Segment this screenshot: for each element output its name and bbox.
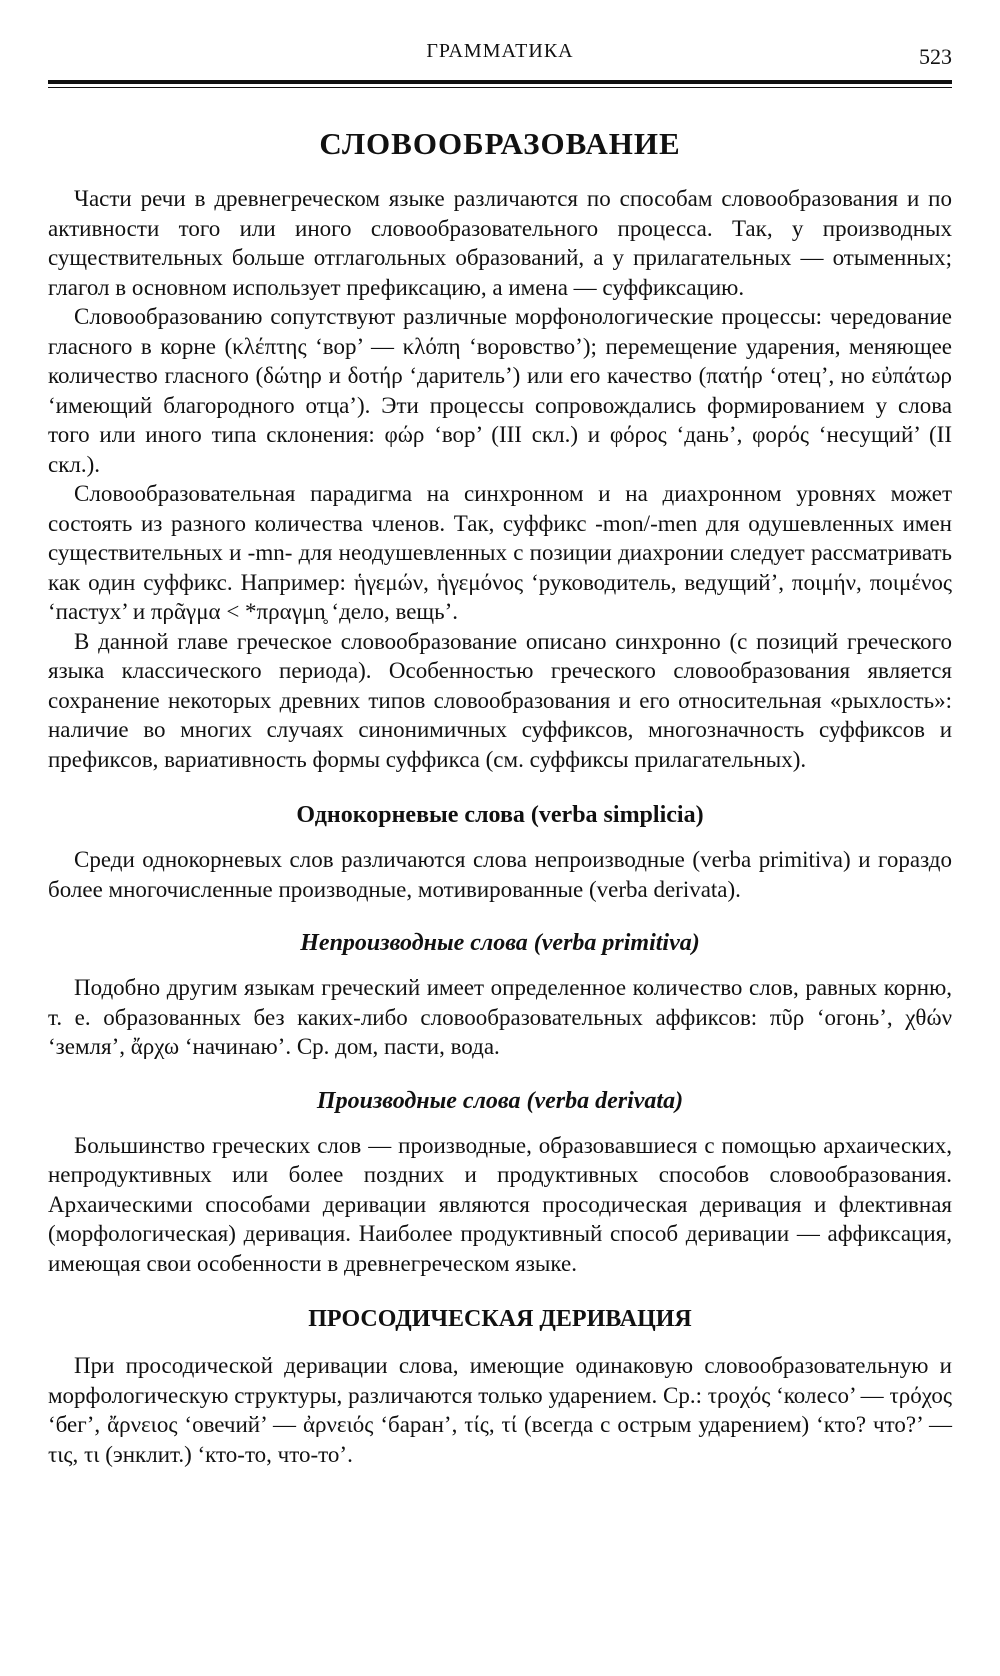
header-rule-thick bbox=[48, 80, 952, 84]
derivata-paragraph: Большинство греческих слов — производные, образовавшиеся с помощью архаических, непродуктивных или более поздних и продуктивных способов словообразования. Архаическими способами деривации являются просодическая деривация и флективная (морфологическая) деривация. Наиболее продуктивный способ деривации — аффиксация, имеющая свои особенности в древнегреческом языке. bbox=[48, 1132, 952, 1276]
section-title-simplicia: Однокорневые слова (verba simplicia) bbox=[296, 802, 704, 828]
subsection-title-primitiva: Непроизводные слова (verba primitiva) bbox=[300, 930, 700, 956]
book-page bbox=[48, 38, 952, 1469]
prosodic-paragraph: При просодической деривации слова, имеющие одинаковую словообразовательную и морфологическую структуры, различаются только ударением. Ср.: τροχός ‘колесо’ — τρόχος ‘бег’, ἄρνειος ‘овечий’ — ἀρνειός ‘баран’, τίς, τί (всегда с острым ударением) ‘кто? что?’ — τις, τι (энклит.) ‘кто-то, что-то’. bbox=[48, 1353, 952, 1467]
page-number: 523 bbox=[919, 44, 952, 69]
intro-paragraph-3: Словообразовательная парадигма на синхронном и на диахронном уровнях может состоять из разного количества членов. Так, суффикс -mon/-men для одушевленных имен существительных и -mn- для неодушевленных с позиции диахронии следует рассматривать как один суффикс. Например: ἡγεμών, ἡγεμόνος ‘руководитель, ведущий’, ποιμήν, ποιμένος ‘пастух’ и πρᾶγμα < *πραγμn̥ ‘дело, вещь’. bbox=[48, 481, 952, 624]
running-title: ГРАММАТИКА bbox=[426, 40, 574, 62]
running-head bbox=[48, 38, 952, 72]
subsection-title-derivata: Производные слова (verba derivata) bbox=[316, 1087, 684, 1114]
intro-paragraph-2: Словообразованию сопутствуют различные морфонологические процессы: чередование гласного в корне (κλέπτης ‘вор’ — κλόπη ‘воровство’); перемещение ударения, меняющее количество гласного (δώτηρ и δοτήρ ‘даритель’) или его качество (πατήρ ‘отец’, но εὐπάτωρ ‘имеющий благородного отца’). Эти процессы сопровождались формированием у слова того или иного типа склонения: φώρ ‘вор’ (III скл.) и φόρος ‘дань’, φορός ‘несущий’ (II скл.). bbox=[48, 304, 952, 477]
primitiva-paragraph: Подобно другим языкам греческий имеет определенное количество слов, равных корню, т. е. образованных без каких-либо словообразовательных аффиксов: πῦρ ‘огонь’, χθών ‘земля’, ἄρχω ‘начинаю’. Ср. дом, пасти, вода. bbox=[48, 975, 952, 1059]
header-rule-thin bbox=[48, 87, 952, 88]
simplicia-paragraph: Среди однокорневых слов различаются слова непроизводные (verba primitiva) и гораздо более многочисленные производные, мотивированные (verba derivata). bbox=[48, 847, 952, 902]
intro-paragraph-4: В данной главе греческое словообразование описано синхронно (с позиций греческого языка классического периода). Особенностью греческого словообразования является сохранение некоторых древних типов словообразования и его относительная «рыхлость»: наличие во многих случаях синонимичных суффиксов, многозначность суффиксов и префиксов, вариативность формы суффикса (см. суффиксы прилагательных). bbox=[48, 628, 952, 772]
chapter-title: СЛОВООБРАЗОВАНИЕ bbox=[319, 126, 681, 161]
intro-paragraph-1: Части речи в древнегреческом языке различаются по способам словообразования и по активности того или иного словообразовательного процесса. Так, у производных существительных больше отглагольных образований, а у прилагательных — отыменных; глагол в основном использует префиксацию, а имена — суффиксацию. bbox=[48, 186, 952, 300]
section-title-prosodic: ПРОСОДИЧЕСКАЯ ДЕРИВАЦИЯ bbox=[308, 1306, 692, 1332]
